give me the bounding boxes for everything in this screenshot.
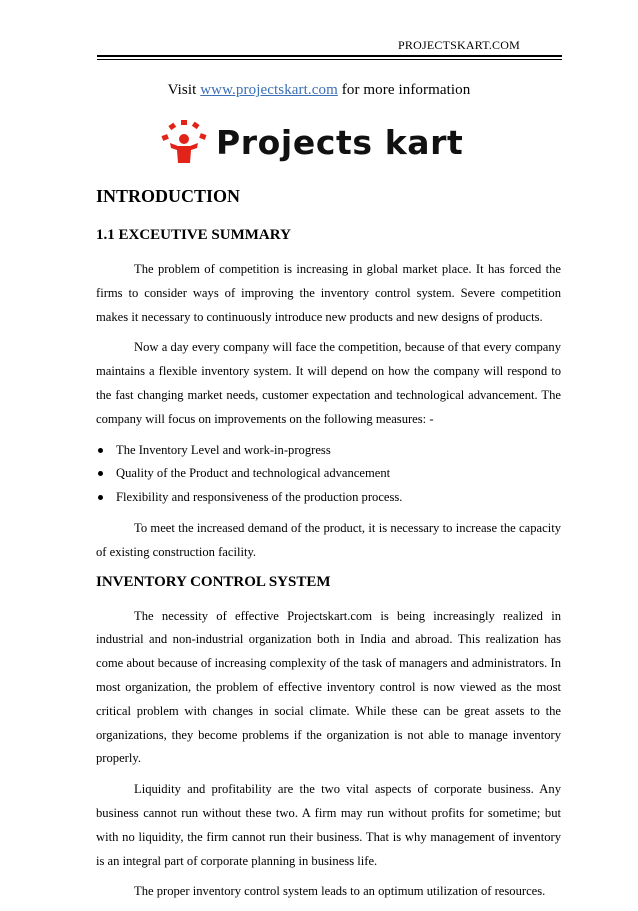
header-rule: [97, 55, 562, 60]
logo-text: Projects kart: [216, 122, 464, 162]
paragraph: Liquidity and profitability are the two vital aspects of corporate business. Any business cannot run without these two. A firm may run without profits for sometime; but with no liquidity, the firm cannot run their business. That is why management of inventory is an integral part of corporate planning in business life.: [96, 782, 561, 868]
bullet-icon: [98, 448, 103, 453]
document-title: INTRODUCTION: [96, 186, 241, 206]
bullet-icon: [98, 495, 103, 500]
person-raising-hands-icon: [160, 119, 210, 165]
paragraph: Now a day every company will face the competition, because of that every company maintains a flexible inventory system. It will depend on how the company will respond to the fast changing market needs, customer expectation and technological advancement. The company will focus on improvements on the following measures: -: [96, 340, 561, 426]
visit-suffix: for more information: [341, 82, 471, 98]
visit-line: [0, 82, 638, 99]
paragraph: To meet the increased demand of the product, it is necessary to increase the capacity of existing construction facility.: [96, 520, 561, 559]
paragraph: The problem of competition is increasing in global market place. It has forced the firms to consider ways of improving the inventory control system. Severe competition makes it necessary to continuously introduce new products and new designs of products.: [96, 262, 561, 324]
paragraph: The necessity of effective Projectskart.com is being increasingly realized in industrial and non-industrial organization both in India and abroad. This realization has come about because of increasing complexity of the task of managers and administrators. In most organization, the problem of effective inventory control is now viewed as the most critical problem with changes in social climate. While these can be great assets to the organizations, they become problems if the organization is not able to manage inventory properly.: [96, 608, 561, 766]
section-heading: 1.1 EXCEUTIVE SUMMARY: [96, 227, 291, 243]
measures-list: [96, 439, 561, 510]
website-link[interactable]: www.projectskart.com: [200, 82, 338, 98]
header-site-name: PROJECTSKART.COM: [398, 38, 520, 52]
document-body: [96, 186, 561, 911]
list-item: The Inventory Level and work-in-progress: [96, 439, 561, 463]
projects-kart-logo: [160, 116, 490, 168]
section-heading: INVENTORY CONTROL SYSTEM: [96, 573, 331, 590]
visit-prefix: Visit: [167, 82, 197, 98]
paragraph: The proper inventory control system leads to an optimum utilization of resources.: [134, 884, 546, 899]
list-item: Quality of the Product and technological advancement: [96, 462, 561, 486]
bullet-icon: [98, 471, 103, 476]
list-item: Flexibility and responsiveness of the production process.: [96, 486, 561, 510]
